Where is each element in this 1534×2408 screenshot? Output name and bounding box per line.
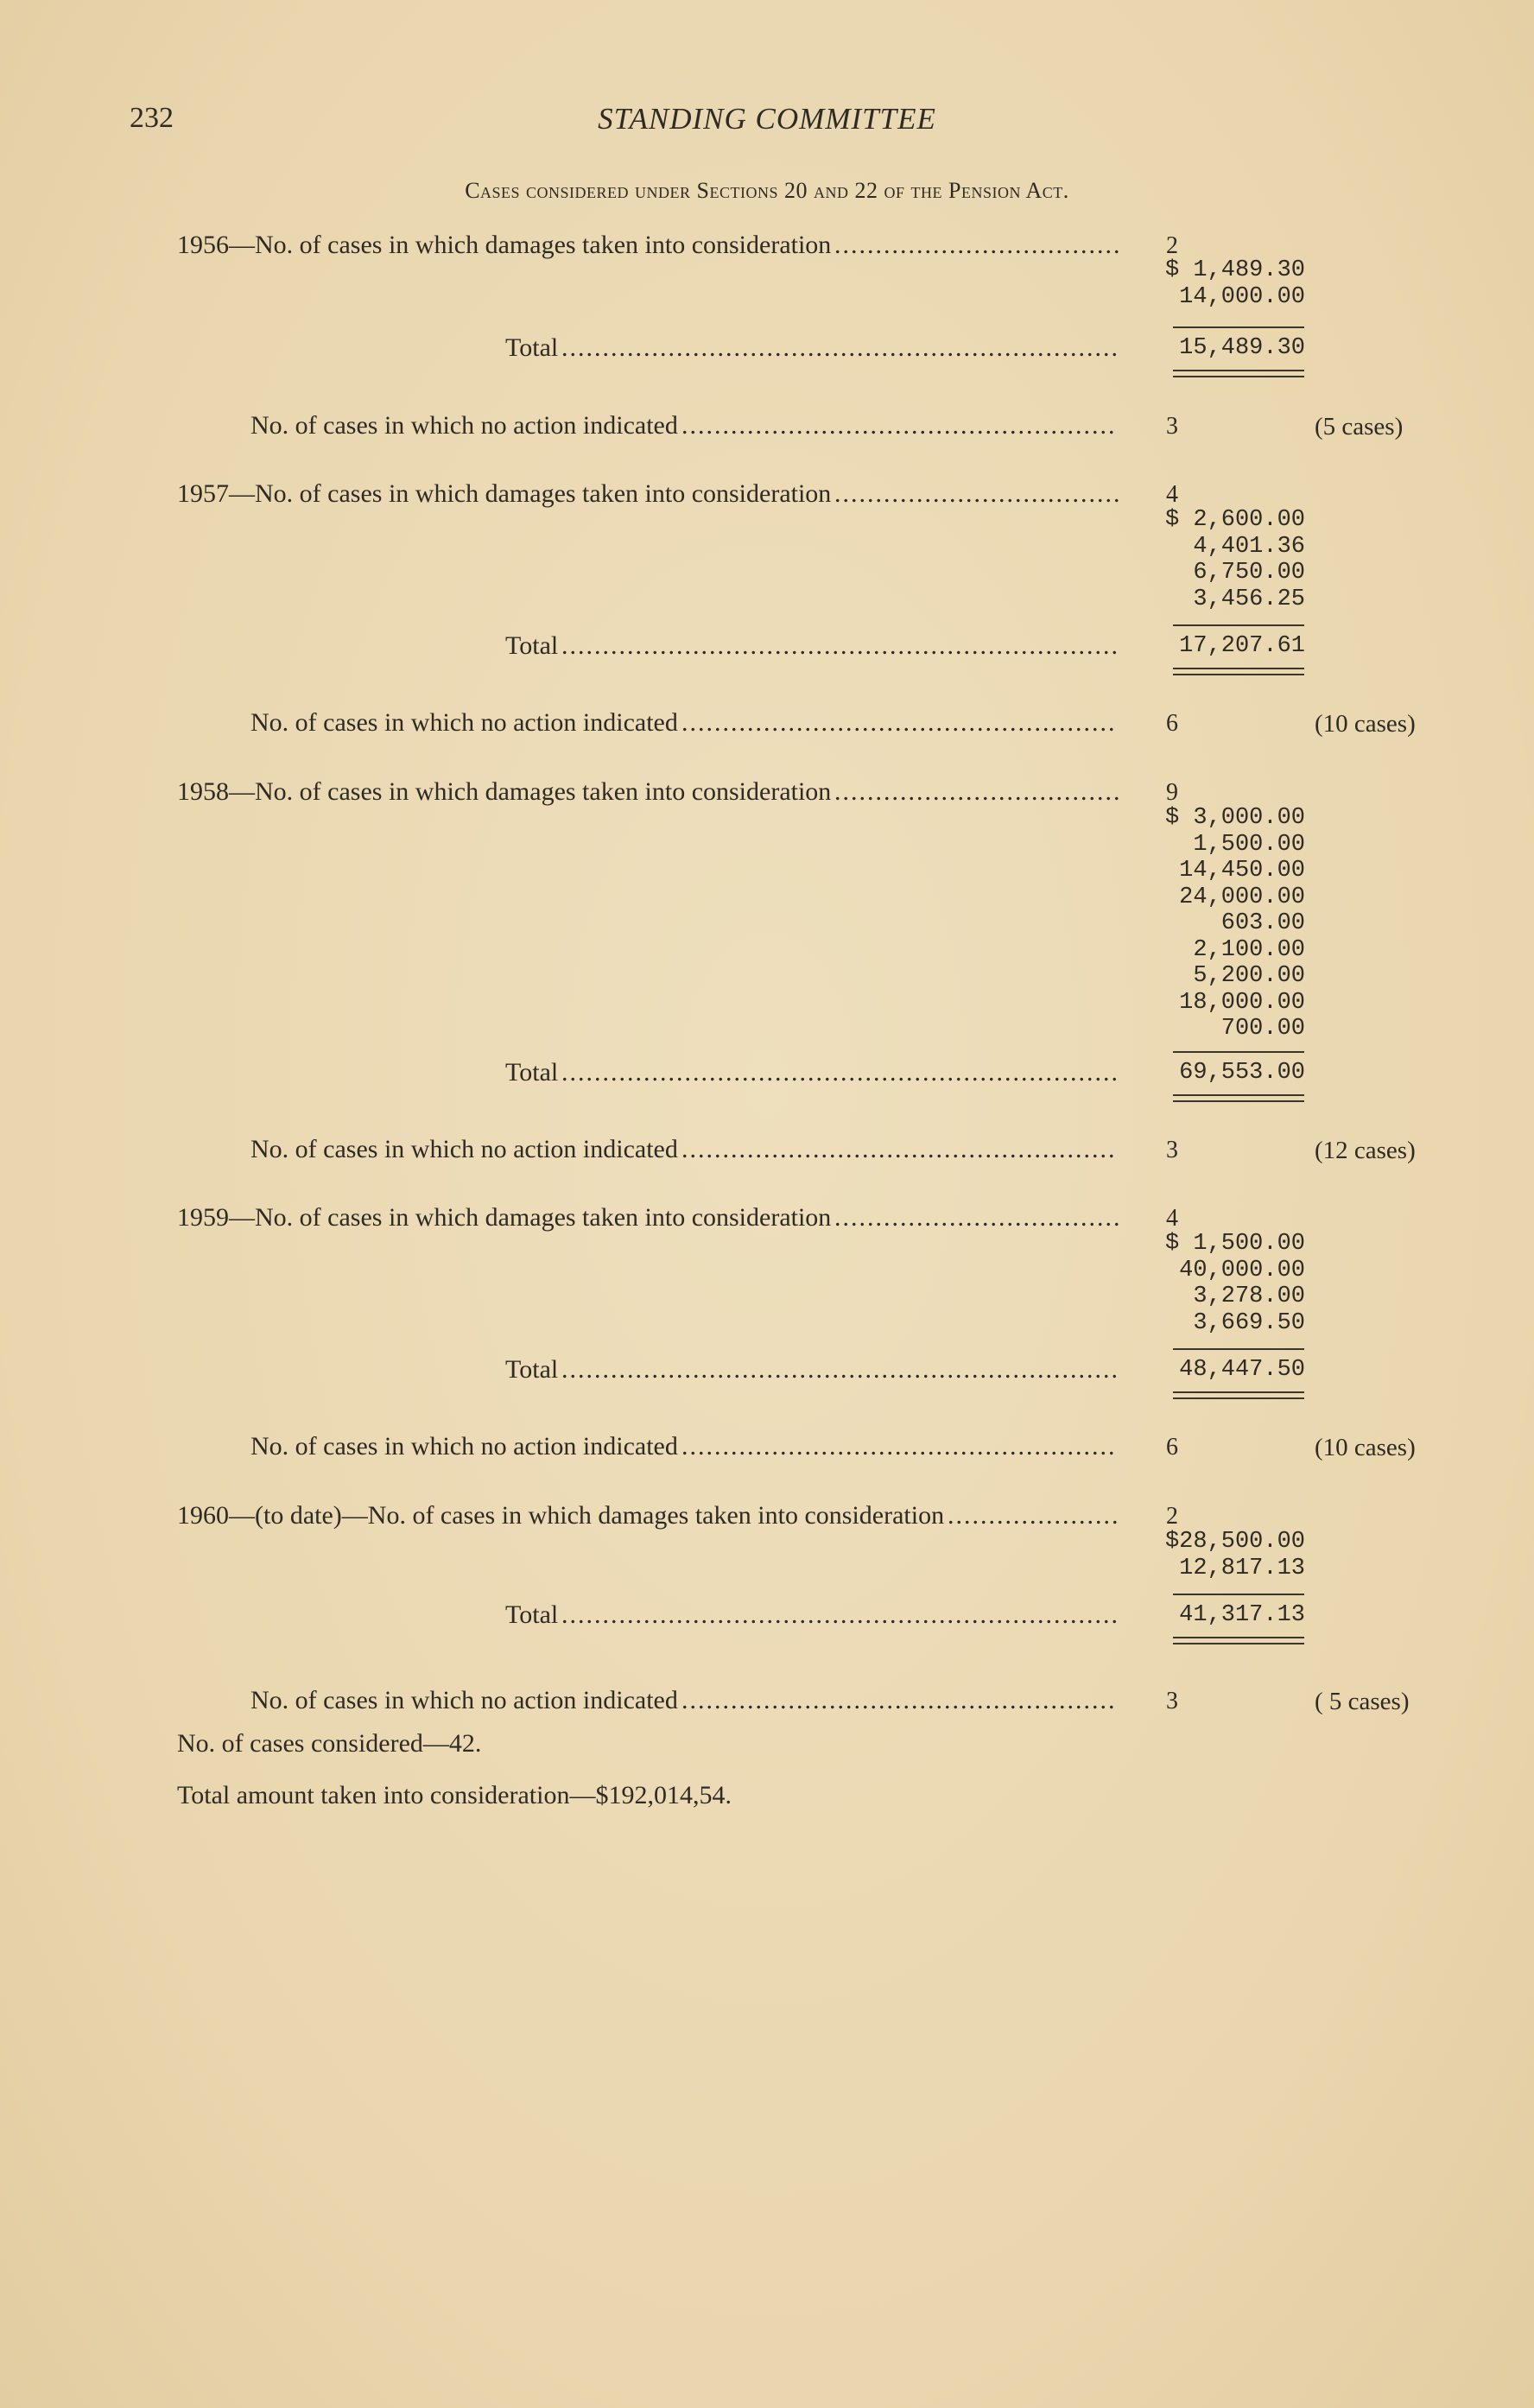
damages-label: No. of cases in which damages taken into consideration [255, 231, 832, 259]
sum-rule [1173, 1594, 1304, 1595]
leader-dots: ..................................................... [681, 1686, 1117, 1714]
year-prefix: 1958— [177, 777, 255, 806]
leader-dots: ................................... [834, 777, 1122, 806]
amount-value: 24,000.00 [1179, 884, 1305, 910]
year-prefix: 1956— [177, 231, 255, 259]
page-number: 232 [130, 102, 174, 134]
amount-value: 603.00 [1220, 910, 1305, 936]
year-line [177, 1501, 944, 1530]
total-double-rule [1173, 668, 1304, 675]
total-double-rule [1173, 1391, 1304, 1399]
year-line [177, 479, 831, 509]
total-value: 41,317.13 [1179, 1602, 1305, 1628]
summary-total-amount: Total amount taken into consideration—$192,014,54. [177, 1781, 732, 1809]
running-title: STANDING COMMITTEE [598, 102, 936, 136]
year-prefix: 1960—(to date)— [177, 1501, 368, 1530]
amount-value: $ 2,600.00 [1164, 507, 1305, 533]
no-action-count: 6 [1166, 710, 1178, 737]
no-action-count: 3 [1166, 1688, 1178, 1714]
amount-value: $ 1,489.30 [1164, 257, 1305, 283]
leader-dots: .................................................................... [561, 631, 1119, 660]
year-line [177, 231, 831, 260]
amount-value: 6,750.00 [1193, 560, 1305, 586]
leader-dots: .................................................................... [561, 1600, 1119, 1629]
leader-dots: ................................... [834, 479, 1122, 508]
no-action-label: No. of cases in which no action indicated [250, 1686, 678, 1714]
amount-value: 1,500.00 [1193, 831, 1305, 858]
cases-note: (10 cases) [1315, 710, 1416, 738]
leader-dots: .................................................................... [561, 1058, 1119, 1087]
no-action-label: No. of cases in which no action indicated [250, 708, 678, 737]
total-double-rule [1173, 370, 1304, 377]
no-action-label: No. of cases in which no action indicated [250, 411, 678, 440]
damages-label: No. of cases in which damages taken into consideration [367, 1501, 945, 1530]
damages-count: 4 [1166, 1205, 1178, 1232]
leader-dots: ..................................................... [681, 411, 1117, 440]
amount-value: 14,450.00 [1179, 858, 1305, 884]
no-action-count: 6 [1166, 1434, 1178, 1461]
total-label: Total [505, 1355, 559, 1384]
leader-dots: ..................................................... [681, 1432, 1117, 1461]
damages-count: 2 [1166, 232, 1178, 259]
damages-label: No. of cases in which damages taken into consideration [255, 1203, 832, 1232]
amount-value: 700.00 [1220, 1016, 1305, 1042]
sum-rule [1173, 624, 1304, 626]
amount-value: $28,500.00 [1164, 1529, 1305, 1555]
sum-rule [1173, 326, 1304, 328]
total-label: Total [505, 1058, 559, 1087]
amount-value: 3,278.00 [1193, 1283, 1305, 1309]
total-value: 17,207.61 [1179, 633, 1305, 659]
amount-value: 18,000.00 [1179, 989, 1305, 1016]
amount-value: 2,100.00 [1193, 936, 1305, 963]
amount-value: 14,000.00 [1179, 283, 1305, 310]
cases-note: (12 cases) [1315, 1137, 1416, 1164]
summary-cases-considered: No. of cases considered—42. [177, 1729, 482, 1758]
leader-dots: .................................................................... [561, 1355, 1119, 1384]
amount-value: 3,669.50 [1193, 1309, 1305, 1336]
total-label: Total [505, 333, 559, 362]
amount-value: 3,456.25 [1193, 586, 1305, 612]
total-value: 69,553.00 [1179, 1060, 1305, 1086]
year-prefix: 1959— [177, 1203, 255, 1232]
sum-rule [1173, 1348, 1304, 1350]
total-double-rule [1173, 1094, 1304, 1102]
no-action-count: 3 [1166, 413, 1178, 440]
sum-rule [1173, 1051, 1304, 1053]
no-action-count: 3 [1166, 1137, 1178, 1163]
total-value: 15,489.30 [1179, 335, 1305, 361]
amount-value: 4,401.36 [1193, 533, 1305, 560]
amount-value: 12,817.13 [1179, 1555, 1305, 1581]
no-action-label: No. of cases in which no action indicated [250, 1432, 678, 1461]
year-line [177, 777, 831, 807]
total-value: 48,447.50 [1179, 1357, 1305, 1383]
leader-dots: ................................... [834, 231, 1122, 259]
table-caption: Cases considered under Sections 20 and 22 of the Pension Act. [465, 178, 1069, 203]
damages-label: No. of cases in which damages taken into consideration [255, 777, 832, 806]
year-prefix: 1957— [177, 479, 255, 508]
damages-label: No. of cases in which damages taken into consideration [255, 479, 832, 508]
damages-count: 9 [1166, 779, 1178, 806]
amount-value: $ 1,500.00 [1164, 1231, 1305, 1257]
total-label: Total [505, 1600, 559, 1629]
total-label: Total [505, 631, 559, 660]
total-double-rule [1173, 1637, 1304, 1644]
amount-value: $ 3,000.00 [1164, 805, 1305, 831]
damages-count: 4 [1166, 481, 1178, 508]
cases-note: (5 cases) [1315, 413, 1404, 440]
year-line [177, 1203, 831, 1233]
damages-count: 2 [1166, 1503, 1178, 1530]
cases-note: (10 cases) [1315, 1434, 1416, 1461]
leader-dots: ..................................................... [681, 1135, 1117, 1163]
no-action-label: No. of cases in which no action indicated [250, 1135, 678, 1163]
leader-dots: ..................................................... [681, 708, 1117, 737]
amount-value: 40,000.00 [1179, 1257, 1305, 1283]
leader-dots: ................................... [834, 1203, 1122, 1232]
cases-note: ( 5 cases) [1315, 1688, 1410, 1715]
amount-value: 5,200.00 [1193, 963, 1305, 989]
leader-dots: ..................... [948, 1501, 1120, 1530]
leader-dots: .................................................................... [561, 333, 1119, 362]
